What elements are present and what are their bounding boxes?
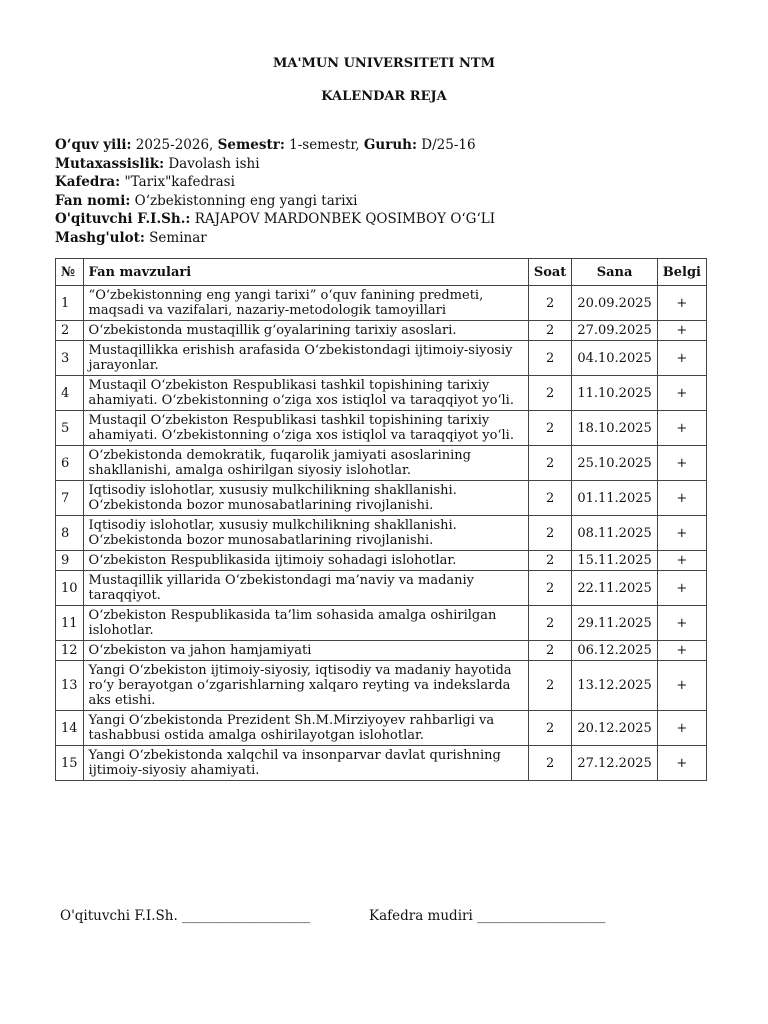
row-topic: Yangi O‘zbekistonda xalqchil va insonparvar davlat qurishning ijtimoiy-siyosiy ahamiyati. [83, 746, 528, 781]
department-head-signature: Kafedra mudiri ___________________ [369, 908, 606, 924]
header-date: Sana [572, 259, 657, 286]
row-date: 20.12.2025 [572, 711, 657, 746]
row-hours: 2 [528, 446, 572, 481]
row-mark: + [657, 411, 706, 446]
row-hours: 2 [528, 746, 572, 781]
row-hours: 2 [528, 321, 572, 341]
row-num: 5 [56, 411, 84, 446]
row-hours: 2 [528, 711, 572, 746]
table-row [56, 551, 707, 571]
row-mark: + [657, 641, 706, 661]
table-header-row [56, 259, 707, 286]
semester-value: 1-semestr, [289, 137, 360, 153]
header-topic: Fan mavzulari [83, 259, 528, 286]
table-row [56, 481, 707, 516]
row-num: 3 [56, 341, 84, 376]
row-hours: 2 [528, 341, 572, 376]
row-hours: 2 [528, 551, 572, 571]
row-num: 11 [56, 606, 84, 641]
table-row [56, 376, 707, 411]
row-num: 10 [56, 571, 84, 606]
subject-value: O‘zbekistonning eng yangi tarixi [134, 192, 358, 209]
row-num: 4 [56, 376, 84, 411]
row-hours: 2 [528, 411, 572, 446]
group-value: D/25-16 [421, 137, 476, 153]
row-num: 1 [56, 286, 84, 321]
info-block [55, 136, 495, 247]
row-date: 01.11.2025 [572, 481, 657, 516]
row-date: 27.12.2025 [572, 746, 657, 781]
row-mark: + [657, 446, 706, 481]
row-date: 06.12.2025 [572, 641, 657, 661]
table-row [56, 746, 707, 781]
row-topic: “O‘zbekistonning eng yangi tarixi” o‘quv fanining predmeti, maqsadi va vazifalari, nazariy-metodologik tamoyillari [83, 286, 528, 321]
row-mark: + [657, 711, 706, 746]
row-topic: Mustaqil O‘zbekiston Respublikasi tashkil topishining tarixiy ahamiyati. O‘zbekistonning o‘ziga xos istiqlol va taraqqiyot yo‘li. [83, 376, 528, 411]
teacher-signature: O'qituvchi F.I.Sh. ___________________ [60, 908, 311, 924]
info-line-department [55, 173, 495, 192]
teacher-value: RAJAPOV MARDONBEK QOSIMBOY O‘G‘LI [194, 211, 496, 227]
row-num: 7 [56, 481, 84, 516]
calendar-table [55, 258, 707, 781]
row-mark: + [657, 516, 706, 551]
row-num: 9 [56, 551, 84, 571]
row-date: 25.10.2025 [572, 446, 657, 481]
row-mark: + [657, 746, 706, 781]
row-topic: Mustaqillik yillarida O‘zbekistondagi ma’naviy va madaniy taraqqiyot. [83, 571, 528, 606]
row-topic: Yangi O‘zbekistonda Prezident Sh.M.Mirziyoyev rahbarligi va tashabbusi ostida amalga oshirilayotgan islohotlar. [83, 711, 528, 746]
row-num: 8 [56, 516, 84, 551]
row-hours: 2 [528, 661, 572, 711]
year-value: 2025-2026, [135, 137, 214, 153]
row-topic: Yangi O‘zbekiston ijtimoiy-siyosiy, iqtisodiy va madaniy hayotida ro‘y berayotgan o‘zgarishlarning xalqaro reyting va indekslarda aks etishi. [83, 661, 528, 711]
row-mark: + [657, 571, 706, 606]
table-row [56, 571, 707, 606]
row-date: 11.10.2025 [572, 376, 657, 411]
row-hours: 2 [528, 376, 572, 411]
row-mark: + [657, 341, 706, 376]
row-hours: 2 [528, 286, 572, 321]
row-mark: + [657, 606, 706, 641]
table-row [56, 641, 707, 661]
table-row [56, 446, 707, 481]
document-title: KALENDAR REJA [321, 89, 447, 104]
row-hours: 2 [528, 571, 572, 606]
row-date: 22.11.2025 [572, 571, 657, 606]
table-row [56, 606, 707, 641]
info-line-lesson [55, 229, 495, 248]
semester-label: Semestr: [217, 137, 285, 153]
row-topic: O‘zbekistonda demokratik, fuqarolik jamiyati asoslarining shakllanishi, amalga oshirilgan siyosiy islohotlar. [83, 446, 528, 481]
row-mark: + [657, 551, 706, 571]
lesson-value: Seminar [149, 229, 207, 246]
department-value: "Tarix"kafedrasi [124, 174, 235, 190]
row-topic: Iqtisodiy islohotlar, xususiy mulkchilikning shakllanishi. O‘zbekistonda bozor munosabatlarining rivojlanishi. [83, 516, 528, 551]
specialty-label: Mutaxassislik: [55, 155, 165, 172]
table-row [56, 411, 707, 446]
row-num: 13 [56, 661, 84, 711]
row-mark: + [657, 481, 706, 516]
university-title: MA'MUN UNIVERSITETI NTM [273, 56, 495, 71]
row-num: 12 [56, 641, 84, 661]
row-mark: + [657, 321, 706, 341]
row-date: 29.11.2025 [572, 606, 657, 641]
row-num: 2 [56, 321, 84, 341]
row-mark: + [657, 286, 706, 321]
row-hours: 2 [528, 481, 572, 516]
info-line-year [55, 136, 495, 155]
group-label: Guruh: [363, 137, 417, 153]
row-hours: 2 [528, 516, 572, 551]
department-label: Kafedra: [55, 174, 121, 190]
row-topic: O‘zbekiston Respublikasida ta’lim sohasida amalga oshirilgan islohotlar. [83, 606, 528, 641]
row-mark: + [657, 376, 706, 411]
table-row [56, 711, 707, 746]
specialty-value: Davolash ishi [168, 155, 260, 172]
table-row [56, 516, 707, 551]
row-date: 13.12.2025 [572, 661, 657, 711]
header-num: № [56, 259, 84, 286]
teacher-label: O'qituvchi F.I.Sh.: [55, 211, 191, 227]
row-topic: O‘zbekiston Respublikasida ijtimoiy sohadagi islohotlar. [83, 551, 528, 571]
table-row [56, 321, 707, 341]
row-date: 08.11.2025 [572, 516, 657, 551]
row-date: 04.10.2025 [572, 341, 657, 376]
subject-label: Fan nomi: [55, 192, 131, 209]
info-line-specialty [55, 155, 495, 174]
row-topic: O‘zbekiston va jahon hamjamiyati [83, 641, 528, 661]
header-mark: Belgi [657, 259, 706, 286]
row-mark: + [657, 661, 706, 711]
table-row [56, 286, 707, 321]
table-row [56, 661, 707, 711]
header-hours: Soat [528, 259, 572, 286]
info-line-teacher [55, 210, 495, 229]
row-hours: 2 [528, 641, 572, 661]
row-hours: 2 [528, 606, 572, 641]
lesson-label: Mashg'ulot: [55, 229, 145, 246]
year-label: O‘quv yili: [55, 137, 132, 153]
row-date: 20.09.2025 [572, 286, 657, 321]
row-num: 6 [56, 446, 84, 481]
info-line-subject [55, 192, 495, 211]
row-date: 18.10.2025 [572, 411, 657, 446]
row-date: 15.11.2025 [572, 551, 657, 571]
row-topic: Mustaqillikka erishish arafasida O‘zbekistondagi ijtimoiy-siyosiy jarayonlar. [83, 341, 528, 376]
row-topic: O‘zbekistonda mustaqillik g‘oyalarining tarixiy asoslari. [83, 321, 528, 341]
row-topic: Iqtisodiy islohotlar, xususiy mulkchilikning shakllanishi. O‘zbekistonda bozor munosabatlarining rivojlanishi. [83, 481, 528, 516]
row-num: 14 [56, 711, 84, 746]
row-num: 15 [56, 746, 84, 781]
row-date: 27.09.2025 [572, 321, 657, 341]
table-row [56, 341, 707, 376]
row-topic: Mustaqil O‘zbekiston Respublikasi tashkil topishining tarixiy ahamiyati. O‘zbekistonning o‘ziga xos istiqlol va taraqqiyot yo‘li. [83, 411, 528, 446]
